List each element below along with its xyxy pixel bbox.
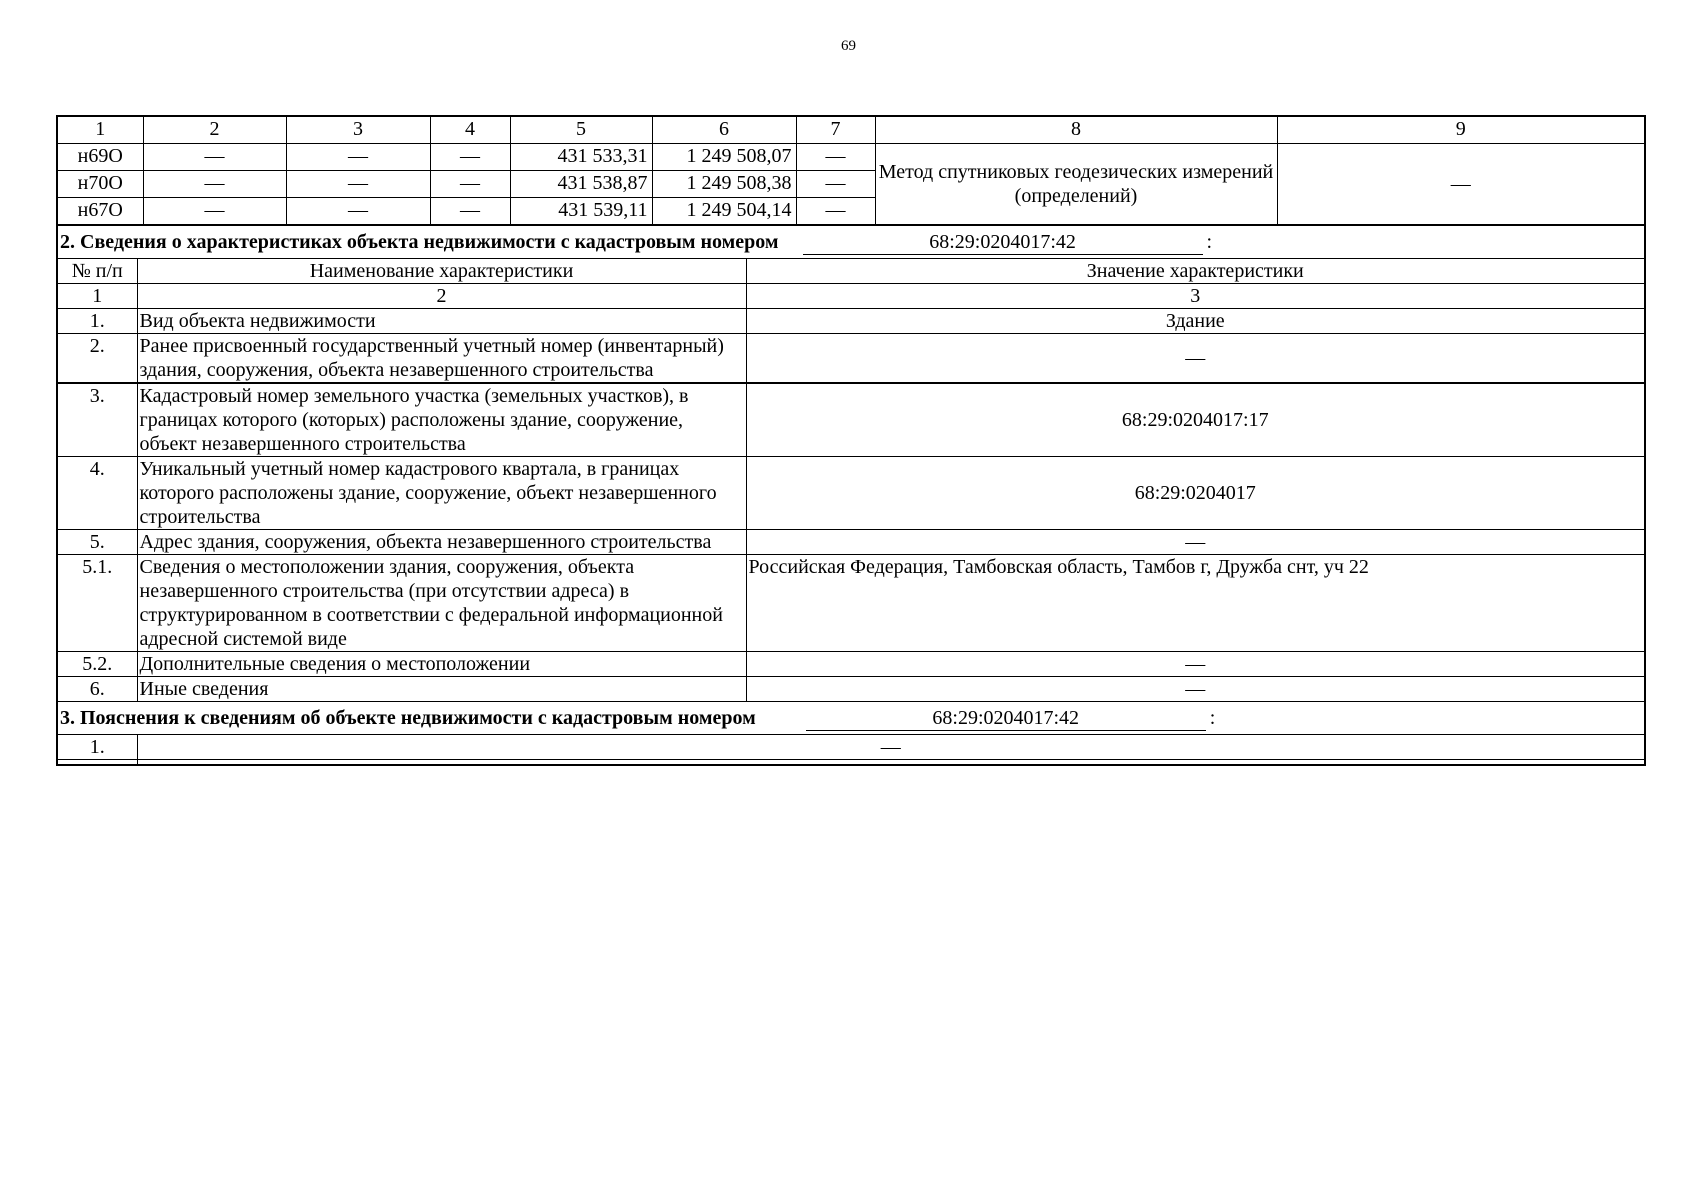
cell-dash: — [143,144,286,171]
cell-dash: — [286,171,430,198]
point-name: н69О [57,144,143,171]
section-2-title: 2. Сведения о характеристиках объекта недвижимости с кадастровым номером [60,231,779,253]
cell-dash: — [430,144,510,171]
row-num: 2. [57,334,137,384]
cell-dash: — [430,198,510,225]
row-name: Уникальный учетный номер кадастрового квартала, в границах которого расположены здание, сооружение, объект незавершенного строительства [137,457,746,530]
col9-cell: — [1277,144,1645,225]
col-number-4: 4 [430,116,510,144]
row-value: 68:29:0204017 [746,457,1645,530]
row-num: 6. [57,677,137,702]
table-row [57,555,1645,652]
col-number-5: 5 [510,116,652,144]
cell-dash: — [796,198,875,225]
section-3-header [57,702,1645,735]
row-num: 5. [57,530,137,555]
row-name: Адрес здания, сооружения, объекта незавершенного строительства [137,530,746,555]
col-number-1: 1 [57,116,143,144]
page-number: 69 [841,38,856,54]
cell-dash: — [796,144,875,171]
col-number-6: 6 [652,116,796,144]
coord-x: 431 538,87 [510,171,652,198]
cell-dash: — [286,144,430,171]
row-value: — [746,334,1645,384]
coord-y: 1 249 504,14 [652,198,796,225]
table-row [57,530,1645,555]
section-3-colon: : [1209,707,1216,729]
row-name: Сведения о местоположении здания, сооружения, объекта незавершенного строительства (при отсутствии адреса) в структурированном в соответствии с федеральной информационной адресной системой виде [137,555,746,652]
table-row [57,735,1645,760]
header-name: Наименование характеристики [137,259,746,284]
col-number-2: 2 [143,116,286,144]
row-num: 5.2. [57,652,137,677]
row-value: Российская Федерация, Тамбовская область, Тамбов г, Дружба снт, уч 22 [746,555,1645,652]
row-value: — [746,530,1645,555]
table-row [57,383,1645,457]
row-value: — [746,652,1645,677]
cell-dash: — [286,198,430,225]
row-name: Кадастровый номер земельного участка (земельных участков), в границах которого (которых) расположены здание, сооружение, объект незавершенного строительства [137,383,746,457]
table-row [57,144,1645,171]
characteristics-table [56,225,1646,766]
row-name: Ранее присвоенный государственный учетный номер (инвентарный) здания, сооружения, объекта незавершенного строительства [137,334,746,384]
row-name: Дополнительные сведения о местоположении [137,652,746,677]
cell-dash: — [796,171,875,198]
section-3-title: 3. Пояснения к сведениям об объекте недвижимости с кадастровым номером [60,707,756,729]
document-body [56,115,1644,766]
coordinates-header-row [57,116,1645,144]
column-numbers-row [57,284,1645,309]
table-row [57,334,1645,384]
coord-x: 431 533,31 [510,144,652,171]
row-value: Здание [746,309,1645,334]
row-value: 68:29:0204017:17 [746,383,1645,457]
table-row [57,457,1645,530]
cell-dash: — [143,171,286,198]
header-num: № п/п [57,259,137,284]
col-number-8: 8 [875,116,1277,144]
col-number-1: 1 [57,284,137,309]
coordinates-table [56,115,1646,225]
row-name: Вид объекта недвижимости [137,309,746,334]
row-num: 5.1. [57,555,137,652]
section-3-cadastral-number: 68:29:0204017:42 [806,706,1206,731]
table-row [57,652,1645,677]
coord-y: 1 249 508,38 [652,171,796,198]
row-value: — [137,735,1645,760]
table-row [57,309,1645,334]
header-value: Значение характеристики [746,259,1645,284]
col-number-3: 3 [286,116,430,144]
section-2-cadastral-number: 68:29:0204017:42 [803,230,1203,255]
coord-y: 1 249 508,07 [652,144,796,171]
row-num: 3. [57,383,137,457]
col-number-2: 2 [137,284,746,309]
section-2-header [57,226,1645,259]
cell-dash: — [143,198,286,225]
row-name: Иные сведения [137,677,746,702]
point-name: н70О [57,171,143,198]
section-2-colon: : [1206,231,1213,253]
col-number-9: 9 [1277,116,1645,144]
characteristics-header-row [57,259,1645,284]
cell-dash: — [430,171,510,198]
row-value: — [746,677,1645,702]
col-number-7: 7 [796,116,875,144]
row-num: 1. [57,309,137,334]
table-row [57,677,1645,702]
coord-x: 431 539,11 [510,198,652,225]
method-cell: Метод спутниковых геодезических измерений (определений) [875,144,1277,225]
point-name: н67О [57,198,143,225]
table-bottom-border [57,760,1645,766]
row-num: 4. [57,457,137,530]
col-number-3: 3 [746,284,1645,309]
row-num: 1. [57,735,137,760]
